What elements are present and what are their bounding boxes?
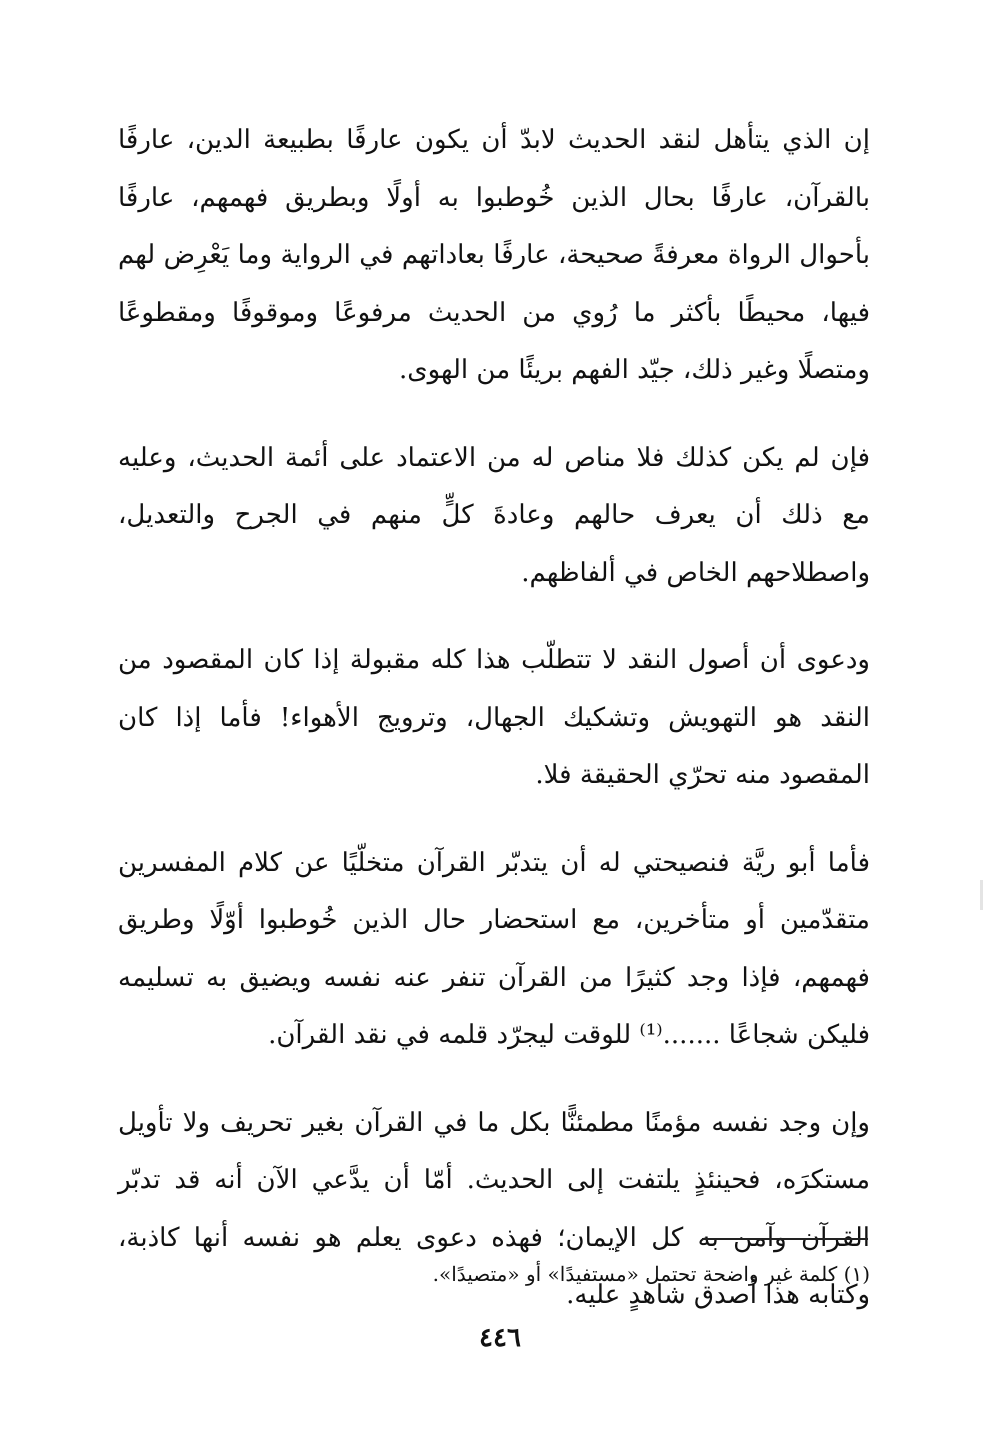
scan-edge-mark [980,880,983,910]
footnote-separator [702,1238,868,1240]
main-text [118,112,870,1325]
paragraph-2: فإن لم يكن كذلك فلا مناص له من الاعتماد على أئمة الحديث، وعليه مع ذلك أن يعرف حالهم وعادةَ كلٍّ منهم في الجرح والتعديل، واصطلاحهم الخاص في ألفاظهم. [118,442,870,588]
paragraph-5: وإن وجد نفسه مؤمنًا مطمئنًّا بكل ما في القرآن بغير تحريف ولا تأويل مستكرَه، فحينئذٍ يلتفت إلى الحديث. أمّا أن يدَّعي الآن أنه قد تدبّر القرآن وآمن به كل الإيمان؛ فهذه دعوى يعلم هو نفسه أنها كاذبة، وكتابه هذا أصدق شاهدٍ عليه. [118,1107,870,1310]
page-number: ٤٤٦ [479,1323,521,1353]
paragraph-1: إن الذي يتأهل لنقد الحديث لابدّ أن يكون عارفًا بطبيعة الدين، عارفًا بالقرآن، عارفًا بحال الذين خُوطبوا به أولًا وبطريق فهمهم، عارفًا بأحوال الرواة معرفةً صحيحة، عارفًا بعاداتهم في الرواية وما يَعْرِض لهم فيها، محيطًا بأكثر ما رُوي من الحديث مرفوعًا وموقوفًا ومقطوعًا ومتصلًا وغير ذلك، جيّد الفهم بريئًا من الهوى. [118,125,870,385]
footnote [118,1254,870,1294]
footnote-text: كلمة غير واضحة تحتمل «مستفيدًا» أو «متصيدًا». [432,1262,838,1286]
footnote-number: (١) [843,1262,870,1286]
paragraph-3: ودعوى أن أصول النقد لا تتطلّب هذا كله مقبولة إذا كان المقصود من النقد هو التهويش وتشكيك الجهال، وترويج الأهواء! فأما إذا كان المقصود منه تحرّي الحقيقة فلا. [118,645,870,790]
paragraph-4: فأما أبو ريَّة فنصيحتي له أن يتدبّر القرآن متخلّيًا عن كلام المفسرين متقدّمين أو متأخرين، مع استحضار حال الذين خُوطبوا أوّلًا وطريق فهمهم، فإذا وجد كثيرًا من القرآن تنفر عنه نفسه ويضيق به تسليمه فليكن شجاعًا .......⁽¹⁾ للوقت ليجرّد قلمه في نقد القرآن. [118,847,870,1050]
